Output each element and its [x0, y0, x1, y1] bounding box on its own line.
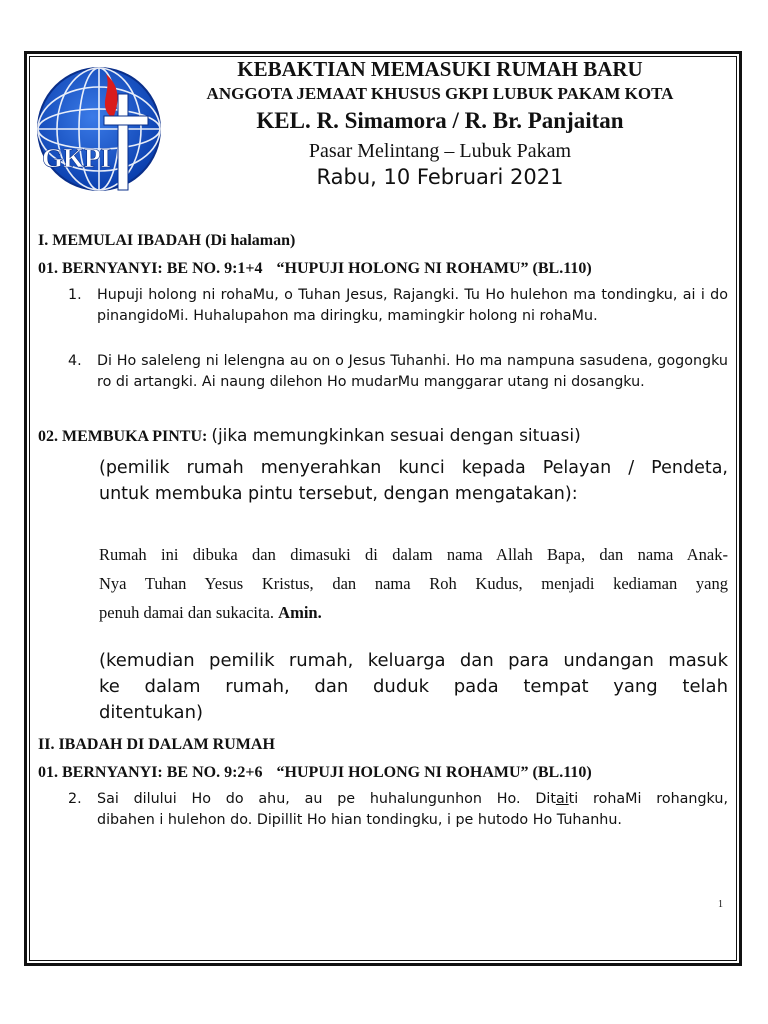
verse-1 [68, 285, 728, 326]
declaration-line-last [99, 598, 728, 627]
logo-text: GKPI [42, 143, 112, 173]
verse-4 [68, 351, 728, 392]
location: Pasar Melintang – Lubuk Pakam [308, 140, 572, 162]
declaration [99, 540, 728, 627]
amen: Amin. [278, 603, 322, 622]
section2-song [38, 764, 592, 782]
doc-title: KEBAKTIAN MEMASUKI RUMAH BARU [237, 57, 643, 81]
verse-number: 4. [68, 353, 82, 369]
verse-segment: ti rohaMi rohangku, [568, 791, 728, 807]
verse-line: dibahen i hulehon do. Dipillit Ho hian tondingku, i pe hutodo Ho Tuhanhu. [97, 811, 622, 828]
section1-heading: I. MEMULAI IBADAH (Di halaman) [38, 232, 296, 249]
open-door-item [38, 426, 581, 446]
open-door-note: (jika memungkinkan sesuai dengan situasi) [211, 426, 581, 446]
after-line-last: ditentukan) [99, 702, 204, 723]
page-number: 1 [718, 899, 723, 910]
verse-line [97, 789, 728, 810]
after-line: (kemudian pemilik rumah, keluarga dan para undangan masuk [99, 650, 728, 671]
declaration-end: penuh damai dan sukacita. [99, 603, 275, 622]
song-label: 01. BERNYANYI: BE NO. 9:1+4 [38, 260, 263, 277]
verse-text: Di Ho saleleng ni lelengna au on o Jesus Tuhanhi. Ho ma nampuna sasudena, gogongku ro di artangki. Ai naung dilehon Ho mudarMu manggarar utang ni dosangku. [97, 353, 728, 390]
verse-text [97, 789, 728, 830]
instruction-line: (pemilik rumah menyerahkan kunci kepada Pelayan / Pendeta, [99, 458, 728, 478]
date: Rabu, 10 Februari 2021 [316, 165, 564, 189]
after-instruction [99, 648, 728, 726]
section2-heading: II. IBADAH DI DALAM RUMAH [38, 736, 275, 753]
family-name: KEL. R. Simamora / R. Br. Panjaitan [256, 108, 624, 133]
gkpi-logo [34, 64, 164, 194]
song-label: 01. BERNYANYI: BE NO. 9:2+6 [38, 764, 263, 781]
verse-text: Hupuji holong ni rohaMu, o Tuhan Jesus, Rajangki. Tu Ho hulehon ma tondingku, ai i do pinangidoMi. Huhalupahon ma diringku, mamingkir holong ni rohaMu. [97, 287, 728, 324]
section1-song [38, 260, 592, 278]
open-door-label: 02. MEMBUKA PINTU: [38, 428, 208, 445]
song-title: “HUPUJI HOLONG NI ROHAMU” (BL.110) [276, 764, 592, 781]
declaration-line: Nya Tuhan Yesus Kristus, dan nama Roh Kudus, menjadi kediaman yang [99, 574, 728, 593]
after-line: ke dalam rumah, dan duduk pada tempat yang telah [99, 676, 728, 697]
verse-number: 2. [68, 791, 82, 807]
doc-subtitle: ANGGOTA JEMAAT KHUSUS GKPI LUBUK PAKAM KOTA [206, 84, 674, 103]
declaration-line: Rumah ini dibuka dan dimasuki di dalam nama Allah Bapa, dan nama Anak- [99, 545, 728, 564]
verse-2 [68, 789, 728, 830]
song-title: “HUPUJI HOLONG NI ROHAMU” (BL.110) [276, 260, 592, 277]
open-door-instruction [99, 455, 728, 507]
verse-number: 1. [68, 287, 82, 303]
instruction-line: untuk membuka pintu tersebut, dengan mengatakan): [99, 484, 578, 504]
verse-underlined: ai [555, 791, 569, 807]
verse-segment: Sai dilului Ho do ahu, au pe huhalungunhon Ho. Dit [97, 791, 556, 807]
